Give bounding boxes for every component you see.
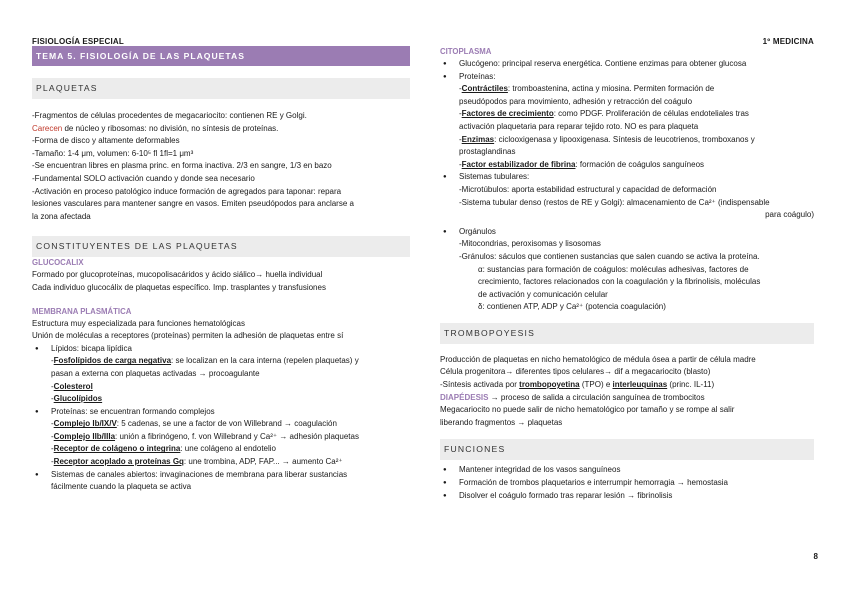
plaquetas-line: -Activación en proceso patológico induce formación de agregados para taponar: repara <box>32 186 342 196</box>
plaquetas-line: -Fragmentos de células procedentes de megacariocito: contienen RE y Golgi. <box>32 111 307 120</box>
complejo-term: Receptor acoplado a proteínas Gq <box>53 457 184 467</box>
factores-line: activación plaquetaria para reparar tejido roto. NO es para plaqueta <box>459 121 699 131</box>
granulos-alfa-line: crecimiento, factores relacionados con la coagulación y la fibrinolisis, moléculas <box>478 277 761 287</box>
plaquetas-line: -Se encuentran libres en plasma princ. en forma inactiva. 2/3 en sangre, 1/3 en bazo <box>32 161 332 171</box>
colesterol-line: -Colesterol <box>51 381 93 391</box>
enzimas-line: prostaglandinas <box>459 147 516 157</box>
granulos-alfa-line: de activación y comunicación celular <box>478 289 608 299</box>
trombopoyesis-text: (TPO) e <box>579 380 613 390</box>
left-column <box>32 46 410 494</box>
tema-title: TEMA 5. FISIOLOGÍA DE LAS PLAQUETAS <box>32 46 410 66</box>
membrana-title: MEMBRANA PLASMÁTICA <box>32 306 132 316</box>
trombopoyesis-text: (princ. IL-11) <box>667 380 715 390</box>
glucocalix-title: GLUCOCALIX <box>32 258 84 268</box>
complejo-text: : une colágeno al endotelio <box>180 444 276 454</box>
citoplasma-title: CITOPLASMA <box>440 47 492 56</box>
section-trombopoyesis-title: TROMBOPOYESIS <box>440 323 814 344</box>
bullet-tubulares: ● Sistemas tubulares: <box>440 171 814 184</box>
factores-term: Factores de crecimiento <box>461 109 554 119</box>
carecen-highlight: Carecen <box>32 123 63 133</box>
glucocalix-line: Formado por glucoproteínas, mucopolisacáridos y ácido siálico→ huella individual <box>32 270 323 280</box>
contractiles-text: : tromboastenina, actina y miosina. Permiten formación de <box>507 84 715 94</box>
colesterol-term: Colesterol <box>53 381 93 391</box>
interleuquinas-term: interleuquinas <box>612 380 668 390</box>
trombopoyesis-line <box>440 379 814 392</box>
contractiles-line: pseudópodos para movimiento, adhesión y retracción del coágulo <box>459 96 693 106</box>
complejo-term: Complejo Ib/IX/V <box>53 419 117 429</box>
trombopoyesis-line: liberando fragmentos → plaquetas <box>440 417 563 427</box>
granulos-alfa-line: α: sustancias para formación de coágulos: moléculas adhesivas, factores de <box>478 264 749 274</box>
estabilizador-line: -Factor estabilizador de fibrina: formación de coágulos sanguíneos <box>459 159 705 169</box>
bullet-organulos: ● Orgánulos <box>440 226 814 239</box>
section-constituyentes-title: CONSTITUYENTES DE LAS PLAQUETAS <box>32 236 410 257</box>
factores-text: : como PDGF. Proliferación de células endoteliales tras <box>553 109 749 119</box>
diapedesis-label: DIAPÉDESIS <box>440 392 489 402</box>
complejo-term: Receptor de colágeno o integrina <box>53 444 181 454</box>
fosfolipidos-line: -Fosfolípidos de carga negativa: se localizan en la cara interna (repelen plaquetas) y <box>51 356 359 366</box>
header-subject: FISIOLOGÍA ESPECIAL <box>32 37 124 46</box>
estabilizador-text: : formación de coágulos sanguíneos <box>575 159 705 169</box>
trombopoyesis-text: -Síntesis activada por <box>440 380 520 390</box>
factores-line: -Factores de crecimiento: como PDGF. Proliferación de células endoteliales tras <box>459 109 749 119</box>
complejo-line: -Receptor acoplado a proteínas Gq: une trombina, ADP, FAP... → aumento Ca²⁺ <box>51 457 343 467</box>
tpo-term: trombopoyetina <box>519 380 580 390</box>
sistemas-line: fácilmente cuando la plaqueta se activa <box>51 482 192 492</box>
tubulares-line: para coágulo) <box>765 210 814 220</box>
plaquetas-line: -Forma de disco y altamente deformables <box>32 136 180 146</box>
header-course: 1º MEDICINA <box>762 37 814 46</box>
plaquetas-text: de núcleo y ribosomas: no división, no síntesis de proteínas. <box>62 123 279 133</box>
enzimas-line: -Enzimas: ciclooxigenasa y lipooxigenasa. Síntesis de leucotrienos, tromboxanos y <box>459 134 755 144</box>
granulos-delta-line: δ: contienen ATP, ADP y Ca²⁺ (potencia coagulación) <box>478 302 666 312</box>
contractiles-line: -Contráctiles: tromboastenina, actina y miosina. Permiten formación de <box>459 84 715 94</box>
complejo-line: -Receptor de colágeno o integrina: une colágeno al endotelio <box>51 444 276 454</box>
plaquetas-line: la zona afectada <box>32 211 91 221</box>
bullet-proteinas: ● Proteínas: <box>440 71 814 84</box>
complejo-text: : une trombina, ADP, FAP... → aumento Ca²⁺ <box>183 457 343 467</box>
bullet-lipidos: ● Lípidos: bicapa lipídica <box>32 343 410 356</box>
trombopoyesis-line: Producción de plaquetas en nicho hematológico de médula ósea a partir de célula madre <box>440 354 756 364</box>
diapedesis-text: → proceso de salida a circulación sanguínea de trombocitos <box>488 392 705 402</box>
fosfolipidos-text: : se localizan en la cara interna (repelen plaquetas) y <box>171 356 359 366</box>
bullet-funcion: ● Mantener integridad de los vasos sanguíneos <box>440 464 814 477</box>
organulos-line: -Gránulos: sáculos que contienen sustancias que salen cuando se activa la proteína. <box>459 251 760 261</box>
organulos-line: -Mitocondrias, peroxisomas y lisosomas <box>459 239 601 249</box>
membrana-line: Unión de moléculas a receptores (proteínas) permiten la adhesión de plaquetas entre sí <box>32 331 344 341</box>
complejo-text: : unión a fibrinógeno, f. von Willebrand y Ca²⁺ → adhesión plaquetas <box>115 431 359 441</box>
bullet-glucogeno: ● Glucógeno: principal reserva energética. Contiene enzimas para obtener glucosa <box>440 58 814 71</box>
section-plaquetas-title: PLAQUETAS <box>32 78 410 99</box>
page-number: 8 <box>813 552 818 561</box>
glucolipidos-term: Glucolípidos <box>53 394 103 404</box>
enzimas-term: Enzimas <box>461 134 495 144</box>
plaquetas-line: -Fundamental SOLO activación cuando y donde sea necesario <box>32 173 255 183</box>
enzimas-text: : ciclooxigenasa y lipooxigenasa. Síntesis de leucotrienos, tromboxanos y <box>494 134 755 144</box>
right-column <box>440 46 814 502</box>
fosfolipidos-term: Fosfolípidos de carga negativa <box>53 356 172 366</box>
bullet-sistemas: ● Sistemas de canales abiertos: invaginaciones de membrana para liberar sustancias <box>32 469 410 482</box>
complejo-term: Complejo IIb/IIIa <box>53 431 116 441</box>
tubulares-line: -Microtúbulos: aporta estabilidad estructural y capacidad de deformación <box>459 184 717 194</box>
complejo-line: -Complejo IIb/IIIa: unión a fibrinógeno, f. von Willebrand y Ca²⁺ → adhesión plaquetas <box>51 431 359 441</box>
plaquetas-line: lesiones vasculares para mantener sangre en vasos. Emiten pseudópodos para anclarse a <box>32 199 354 209</box>
bullet-proteinas: ● Proteínas: se encuentran formando complejos <box>32 406 410 419</box>
tubulares-line: -Sistema tubular denso (restos de RE y Golgi): almacenamiento de Ca²⁺ (indispensable <box>459 197 770 207</box>
glucolipidos-line: -Glucolípidos <box>51 394 103 404</box>
glucocalix-line: Cada individuo glucocálix de plaquetas específico. Imp. trasplantes y transfusiones <box>32 282 326 292</box>
complejo-text: : 5 cadenas, se une a factor de von Willebrand → coagulación <box>116 419 337 429</box>
trombopoyesis-line: Célula progenitora→ diferentes tipos celulares→ dif a megacariocito (blasto) <box>440 367 711 377</box>
estabilizador-term: Factor estabilizador de fibrina <box>461 159 576 169</box>
bullet-funcion: ● Disolver el coágulo formado tras reparar lesión → fibrinolisis <box>440 490 814 503</box>
plaquetas-line: -Tamaño: 1-4 μm, volumen: 6-10⁵ fl 1fl=1 μm³ <box>32 148 194 158</box>
bullet-funcion: ● Formación de trombos plaquetarios e interrumpir hemorragia → hemostasia <box>440 477 814 490</box>
complejo-line: -Complejo Ib/IX/V: 5 cadenas, se une a factor de von Willebrand → coagulación <box>51 419 337 429</box>
trombopoyesis-line: Megacariocito no puede salir de nicho hematológico por tamaño y se rompe al salir <box>440 405 735 415</box>
plaquetas-line <box>32 123 410 136</box>
diapedesis-line <box>440 392 814 405</box>
section-funciones-title: FUNCIONES <box>440 439 814 460</box>
fosfolipidos-line: pasan a externa con plaquetas activadas → procoagulante <box>51 368 260 378</box>
membrana-line: Estructura muy especializada para funciones hematológicas <box>32 318 246 328</box>
contractiles-term: Contráctiles <box>461 84 508 94</box>
